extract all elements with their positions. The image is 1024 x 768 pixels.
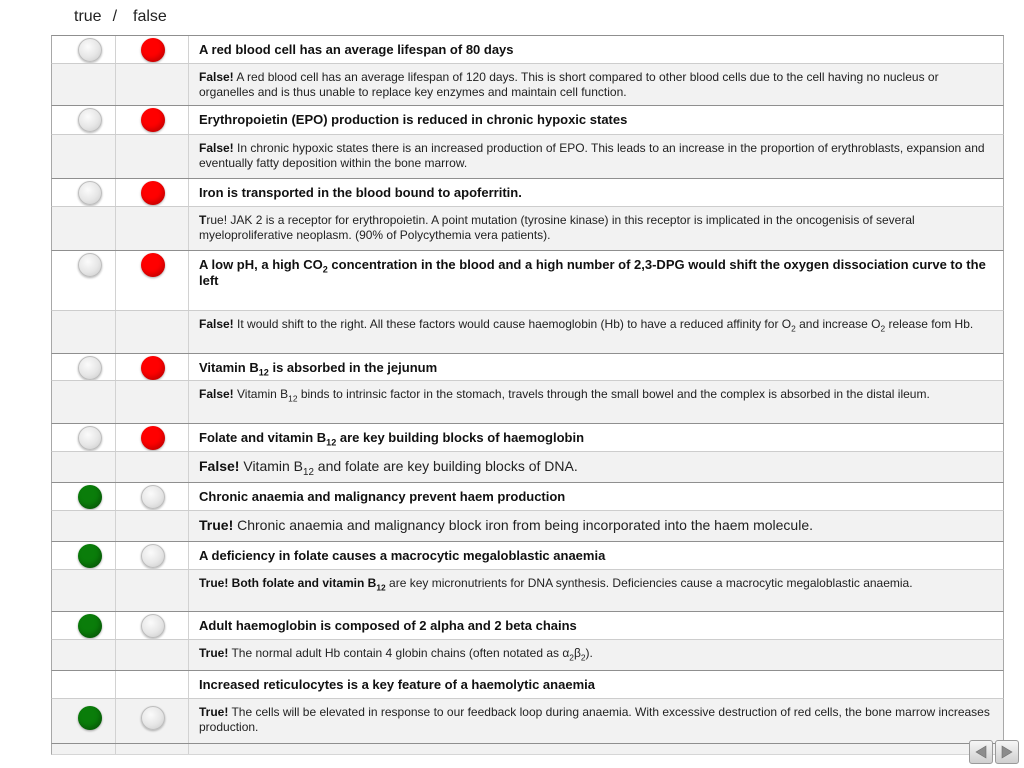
false-cell (116, 542, 189, 569)
true-cell (52, 36, 116, 63)
true-cell (52, 424, 116, 451)
false-cell (116, 671, 189, 698)
answer-subscript: 12 (376, 582, 386, 593)
false-cell (116, 36, 189, 63)
answer-text: ). (585, 646, 593, 660)
question-cell (189, 612, 1003, 639)
true-cell (52, 354, 116, 380)
answer-cell (189, 381, 1003, 423)
answer-subscript: 2 (569, 652, 574, 663)
answer-verdict: True! (199, 705, 229, 719)
left-triangle-icon (973, 744, 989, 760)
answer-row (51, 569, 1004, 611)
true-cell (52, 671, 116, 698)
question-cell (189, 354, 1003, 380)
false-option-circle[interactable] (141, 485, 165, 509)
false-option-circle[interactable] (141, 356, 165, 380)
question-row (51, 611, 1004, 639)
answer-verdict: True! (199, 646, 229, 660)
answer-text: and increase O (795, 317, 881, 331)
question-row (51, 105, 1004, 134)
question-row (51, 250, 1004, 310)
false-option-circle[interactable] (141, 426, 165, 450)
true-cell (52, 381, 116, 423)
answer-subscript: 2 (880, 323, 886, 334)
true-cell (52, 744, 116, 754)
true-cell (52, 64, 116, 105)
false-option-circle[interactable] (141, 253, 165, 277)
true-option-circle[interactable] (78, 356, 102, 380)
question-cell (189, 251, 1003, 310)
false-cell (116, 207, 189, 250)
answer-text: A red blood cell has an average lifespan of 120 days. This is short compared to other blood cells due to the cell having no nucleus or organelles and is thus unable to replace key enzymes and maintain cell function. (199, 70, 939, 99)
false-cell (116, 452, 189, 482)
answer-text: binds to intrinsic factor in the stomach, travels through the small bowel and the complex is absorbed in the distal ileum. (297, 387, 930, 401)
true-cell (52, 511, 116, 541)
answer-verdict: True! (199, 517, 234, 533)
answer-text: β (573, 646, 581, 660)
text-cell (189, 744, 1003, 754)
question-row (51, 423, 1004, 451)
false-cell (116, 699, 189, 743)
question-cell (189, 483, 1003, 510)
true-cell (52, 483, 116, 510)
answer-row (51, 639, 1004, 670)
question-subscript: 12 (326, 437, 337, 448)
answer-text: Vitamin B (233, 387, 289, 401)
question-text: A deficiency in folate causes a macrocytic megaloblastic anaemia (199, 548, 606, 563)
answer-row (51, 510, 1004, 541)
answer-verdict: False! (199, 387, 234, 401)
answer-verdict: False! (199, 70, 234, 84)
answer-text: The normal adult Hb contain 4 globin chains (often notated as α (228, 646, 570, 660)
answer-cell (189, 135, 1003, 178)
true-cell (52, 570, 116, 611)
false-cell (116, 106, 189, 134)
answer-text: It would shift to the right. All these factors would cause haemoglobin (Hb) to have a reduced affinity for O (233, 317, 792, 331)
answer-text: rue! JAK 2 is a receptor for erythropoietin. A point mutation (tyrosine kinase) in this receptor is implicated in the oncogenisis of several myeloproliferative neoplasm. (90% of Polycythemia vera patients). (199, 213, 915, 242)
question-row (51, 35, 1004, 63)
slide-navigation (969, 740, 1019, 764)
true-cell (52, 135, 116, 178)
answer-text: and folate are key building blocks of DNA. (313, 458, 578, 474)
false-cell (116, 354, 189, 380)
question-text: Iron is transported in the blood bound to apoferritin. (199, 185, 522, 200)
question-cell (189, 36, 1003, 63)
answer-cell (189, 640, 1003, 670)
false-cell (116, 424, 189, 451)
answer-cell (189, 699, 1003, 743)
false-cell (116, 640, 189, 670)
question-row (51, 541, 1004, 569)
false-cell (116, 179, 189, 206)
answer-row (51, 206, 1004, 250)
question-text: Folate and vitamin B (199, 430, 327, 445)
answer-subscript: 2 (580, 652, 586, 663)
answer-cell (189, 452, 1003, 482)
question-text: concentration in the blood and a high number of 2,3-DPG would shift the oxygen dissociation curve to the left (199, 257, 986, 288)
false-cell (116, 64, 189, 105)
answer-row (51, 380, 1004, 423)
false-cell (116, 311, 189, 353)
true-cell (52, 699, 116, 743)
answer-verdict-text: True! Both folate and vitamin B (199, 576, 377, 590)
answer-row (51, 451, 1004, 482)
answer-cell (189, 64, 1003, 105)
answer-verdict: False! (199, 317, 234, 331)
question-subscript: 2 (322, 264, 328, 275)
answer-cell (189, 311, 1003, 353)
question-text: Chronic anaemia and malignancy prevent haem production (199, 489, 566, 504)
true-cell (52, 106, 116, 134)
question-subscript: 12 (258, 367, 269, 378)
true-cell (52, 311, 116, 353)
answer-row (51, 134, 1004, 178)
question-row (51, 178, 1004, 206)
empty-row (51, 743, 1004, 755)
false-column-label: false (133, 8, 167, 25)
true-option-circle[interactable] (78, 253, 102, 277)
question-row (51, 670, 1004, 698)
true-cell (52, 207, 116, 250)
question-text: Vitamin B (199, 360, 259, 375)
false-cell (116, 483, 189, 510)
right-triangle-icon (999, 744, 1015, 760)
true-option-circle[interactable] (78, 544, 102, 568)
answer-row (51, 698, 1004, 743)
question-cell (189, 106, 1003, 134)
answer-subscript: 12 (288, 393, 298, 404)
true-option-circle[interactable] (78, 38, 102, 62)
answer-row (51, 310, 1004, 353)
question-text: is absorbed in the jejunum (268, 360, 438, 375)
answer-text: release fom Hb. (885, 317, 974, 331)
true-cell (52, 179, 116, 206)
answer-cell (189, 511, 1003, 541)
false-option-circle[interactable] (141, 614, 165, 638)
next-slide-button[interactable] (995, 740, 1019, 764)
false-cell (116, 612, 189, 639)
question-text: are key building blocks of haemoglobin (336, 430, 585, 445)
question-cell (189, 179, 1003, 206)
true-option-circle[interactable] (78, 108, 102, 132)
question-cell (189, 542, 1003, 569)
answer-text: In chronic hypoxic states there is an increased production of EPO. This leads to an increase in the proportion of erythroblasts, expansion and eventually fatty deposition within the bone marrow. (199, 141, 985, 170)
question-text: Increased reticulocytes is a key feature of a haemolytic anaemia (199, 677, 595, 692)
answer-row (51, 63, 1004, 105)
column-header (74, 7, 167, 27)
true-option-circle[interactable] (78, 706, 102, 730)
false-cell (116, 381, 189, 423)
true-option-circle[interactable] (78, 614, 102, 638)
true-option-circle[interactable] (78, 426, 102, 450)
answer-text: The cells will be elevated in response to our feedback loop during anaemia. With excessive destruction of red cells, the bone marrow increases production. (199, 705, 990, 734)
answer-text: Vitamin B (239, 458, 304, 474)
question-text: Adult haemoglobin is composed of 2 alpha and 2 beta chains (199, 618, 577, 633)
question-text: A red blood cell has an average lifespan of 80 days (199, 42, 514, 57)
answer-verdict: False! (199, 141, 234, 155)
answer-verdict: False! (199, 458, 240, 474)
true-cell (52, 542, 116, 569)
question-row (51, 482, 1004, 510)
question-cell (189, 424, 1003, 451)
false-cell (116, 135, 189, 178)
question-cell (189, 671, 1003, 698)
answer-cell (189, 570, 1003, 611)
answer-verdict: T (199, 213, 207, 227)
true-cell (52, 612, 116, 639)
true-cell (52, 452, 116, 482)
true-cell (52, 640, 116, 670)
question-text: A low pH, a high CO (199, 257, 323, 272)
false-cell (116, 511, 189, 541)
false-option-circle[interactable] (141, 108, 165, 132)
answer-subscript: 2 (791, 323, 796, 334)
question-text: Erythropoietin (EPO) production is reduced in chronic hypoxic states (199, 112, 628, 127)
false-cell (116, 744, 189, 754)
false-option-circle[interactable] (141, 38, 165, 62)
answer-verdict (199, 576, 386, 593)
false-option-circle[interactable] (141, 544, 165, 568)
question-row (51, 353, 1004, 380)
false-option-circle[interactable] (141, 706, 165, 730)
header-separator: / (112, 8, 118, 25)
true-cell (52, 251, 116, 310)
answer-text: Chronic anaemia and malignancy block iron from being incorporated into the haem molecule. (233, 517, 813, 533)
false-option-circle[interactable] (141, 181, 165, 205)
false-cell (116, 570, 189, 611)
true-column-label: true (74, 8, 102, 25)
answer-cell (189, 207, 1003, 250)
previous-slide-button[interactable] (969, 740, 993, 764)
false-cell (116, 251, 189, 310)
true-option-circle[interactable] (78, 485, 102, 509)
answer-text: are key micronutrients for DNA synthesis. Deficiencies cause a macrocytic megaloblastic anaemia. (385, 576, 913, 590)
answer-subscript: 12 (303, 466, 314, 478)
true-option-circle[interactable] (78, 181, 102, 205)
